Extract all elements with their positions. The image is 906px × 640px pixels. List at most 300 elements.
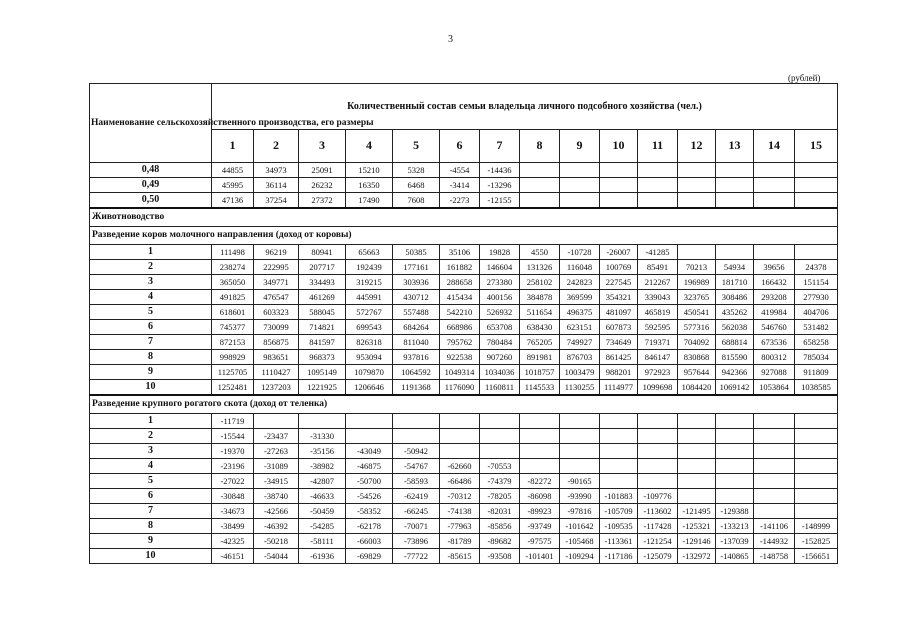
value-cell: -54767 (393, 459, 440, 474)
value-cell: 116048 (560, 260, 600, 275)
value-cell: -78205 (480, 489, 520, 504)
value-cell: 638430 (520, 320, 560, 335)
value-cell: 339043 (638, 290, 678, 305)
value-cell (638, 474, 678, 489)
value-cell: 369599 (560, 290, 600, 305)
value-cell (638, 178, 678, 193)
value-cell: 730099 (254, 320, 299, 335)
value-cell: -41285 (638, 245, 678, 260)
value-cell: 461269 (299, 290, 346, 305)
value-cell: 968373 (299, 350, 346, 365)
value-cell: 293208 (754, 290, 795, 305)
value-cell: -27263 (254, 444, 299, 459)
value-cell: -58352 (346, 504, 393, 519)
row-label: 3 (90, 444, 212, 459)
value-cell: -3414 (440, 178, 480, 193)
table-row (90, 335, 838, 350)
value-cell (560, 444, 600, 459)
value-cell: 542210 (440, 305, 480, 320)
value-cell: -101642 (560, 519, 600, 534)
value-cell: 1053864 (754, 380, 795, 396)
value-cell: 50385 (393, 245, 440, 260)
unit-note: (рублей) (788, 73, 821, 83)
value-cell: 957644 (678, 365, 716, 380)
value-cell: 861425 (600, 350, 638, 365)
value-cell: -46875 (346, 459, 393, 474)
value-cell (716, 459, 754, 474)
value-cell (754, 429, 795, 444)
value-cell: 430712 (393, 290, 440, 305)
value-cell: 131326 (520, 260, 560, 275)
value-cell: 907260 (480, 350, 520, 365)
family-size-header-cell: 8 (520, 129, 560, 162)
value-cell: 404706 (795, 305, 838, 320)
value-cell: 1049314 (440, 365, 480, 380)
value-cell: 1084420 (678, 380, 716, 396)
value-cell (795, 474, 838, 489)
value-cell: 80941 (299, 245, 346, 260)
value-cell: 618601 (212, 305, 254, 320)
value-cell (678, 163, 716, 178)
section-cattle (90, 395, 838, 414)
value-cell: -89682 (480, 534, 520, 549)
section-dairy (90, 227, 838, 245)
family-size-header-cell: 11 (638, 129, 678, 162)
value-cell: -38499 (212, 519, 254, 534)
value-cell: 1099698 (638, 380, 678, 396)
value-cell (754, 459, 795, 474)
value-cell: -70553 (480, 459, 520, 474)
value-cell (520, 193, 560, 209)
value-cell: -77963 (440, 519, 480, 534)
value-cell: 688814 (716, 335, 754, 350)
value-cell: 557488 (393, 305, 440, 320)
value-cell: 476547 (254, 290, 299, 305)
value-cell: 1110427 (254, 365, 299, 380)
value-cell (716, 474, 754, 489)
value-cell: -121254 (638, 534, 678, 549)
value-cell (600, 459, 638, 474)
value-cell: 1079870 (346, 365, 393, 380)
value-cell (600, 429, 638, 444)
value-cell: -50459 (299, 504, 346, 519)
value-cell: -93990 (560, 489, 600, 504)
value-cell (346, 414, 393, 429)
value-cell (716, 178, 754, 193)
value-cell: -93749 (520, 519, 560, 534)
table-row (90, 534, 838, 549)
row-label: 5 (90, 474, 212, 489)
value-cell (520, 178, 560, 193)
value-cell: 603323 (254, 305, 299, 320)
value-cell: 277930 (795, 290, 838, 305)
value-cell: -50942 (393, 444, 440, 459)
value-cell: 658258 (795, 335, 838, 350)
value-cell: -38982 (299, 459, 346, 474)
value-cell: 35106 (440, 245, 480, 260)
value-cell: 1018757 (520, 365, 560, 380)
table-row (90, 178, 838, 193)
value-cell: 785034 (795, 350, 838, 365)
value-cell: 7608 (393, 193, 440, 209)
table-row (90, 474, 838, 489)
value-cell: 308486 (716, 290, 754, 305)
value-cell: 161882 (440, 260, 480, 275)
table-row (90, 320, 838, 335)
value-cell: -27022 (212, 474, 254, 489)
value-cell: 26232 (299, 178, 346, 193)
value-cell: 922538 (440, 350, 480, 365)
value-cell: 45995 (212, 178, 254, 193)
value-cell: 37254 (254, 193, 299, 209)
value-cell: 872153 (212, 335, 254, 350)
table-row (90, 163, 838, 178)
value-cell: 96219 (254, 245, 299, 260)
value-cell: 365050 (212, 275, 254, 290)
family-size-header-cell: 1 (212, 129, 254, 162)
value-cell (795, 414, 838, 429)
value-cell: 592595 (638, 320, 678, 335)
value-cell: -23437 (254, 429, 299, 444)
value-cell: 39656 (754, 260, 795, 275)
value-cell: -121495 (678, 504, 716, 519)
family-size-header-cell: 5 (393, 129, 440, 162)
value-cell (520, 444, 560, 459)
value-cell: 795762 (440, 335, 480, 350)
value-cell: -89923 (520, 504, 560, 519)
value-cell: 1064592 (393, 365, 440, 380)
value-cell: -42325 (212, 534, 254, 549)
value-cell: 166432 (754, 275, 795, 290)
value-cell: -62178 (346, 519, 393, 534)
value-cell: 435262 (716, 305, 754, 320)
value-cell: -156651 (795, 549, 838, 564)
section-cattle-title: Разведение крупного рогатого скота (доход от теленка) (90, 395, 838, 414)
value-cell (638, 193, 678, 209)
value-cell: 238274 (212, 260, 254, 275)
value-cell: -109294 (560, 549, 600, 564)
value-cell (795, 444, 838, 459)
value-cell: 699543 (346, 320, 393, 335)
value-cell: -66003 (346, 534, 393, 549)
value-cell: 17490 (346, 193, 393, 209)
value-cell: -82031 (480, 504, 520, 519)
value-cell: -101883 (600, 489, 638, 504)
value-cell: -42566 (254, 504, 299, 519)
value-cell: 36114 (254, 178, 299, 193)
value-cell: -101401 (520, 549, 560, 564)
value-cell: 531482 (795, 320, 838, 335)
value-cell: 1252481 (212, 380, 254, 396)
value-cell: 826318 (346, 335, 393, 350)
value-cell: 577316 (678, 320, 716, 335)
value-cell (678, 459, 716, 474)
value-cell (560, 414, 600, 429)
family-size-header-cell: 7 (480, 129, 520, 162)
value-cell: 19828 (480, 245, 520, 260)
value-cell: 841597 (299, 335, 346, 350)
value-cell: 323765 (678, 290, 716, 305)
value-cell: -58593 (393, 474, 440, 489)
value-cell (678, 489, 716, 504)
value-cell (754, 163, 795, 178)
value-cell: -93508 (480, 549, 520, 564)
value-cell: 146604 (480, 260, 520, 275)
table-row (90, 260, 838, 275)
value-cell (795, 459, 838, 474)
table-row (90, 305, 838, 320)
value-cell: -74138 (440, 504, 480, 519)
value-cell: 876703 (560, 350, 600, 365)
value-cell: 588045 (299, 305, 346, 320)
value-cell: 6468 (393, 178, 440, 193)
value-cell: -31330 (299, 429, 346, 444)
value-cell: -42807 (299, 474, 346, 489)
value-cell (480, 429, 520, 444)
value-cell: 319215 (346, 275, 393, 290)
value-cell: -4554 (440, 163, 480, 178)
value-cell: -23196 (212, 459, 254, 474)
value-cell (716, 489, 754, 504)
value-cell: -58111 (299, 534, 346, 549)
family-size-header-cell: 4 (346, 129, 393, 162)
value-cell: 846147 (638, 350, 678, 365)
value-cell (600, 474, 638, 489)
value-cell (678, 474, 716, 489)
value-cell: 653708 (480, 320, 520, 335)
value-cell: 1130255 (560, 380, 600, 396)
value-cell (520, 459, 560, 474)
family-size-header-cell: 13 (716, 129, 754, 162)
value-cell: -54044 (254, 549, 299, 564)
row-label: 4 (90, 459, 212, 474)
value-cell: -34673 (212, 504, 254, 519)
value-cell: 354321 (600, 290, 638, 305)
row-label: 0,50 (90, 193, 212, 209)
value-cell: 546760 (754, 320, 795, 335)
value-cell: 780484 (480, 335, 520, 350)
value-cell: -12155 (480, 193, 520, 209)
value-cell: -140865 (716, 549, 754, 564)
value-cell: 303936 (393, 275, 440, 290)
value-cell: -81789 (440, 534, 480, 549)
value-cell (254, 414, 299, 429)
value-cell: -113361 (600, 534, 638, 549)
value-cell: 911809 (795, 365, 838, 380)
value-cell (638, 429, 678, 444)
row-label: 0,49 (90, 178, 212, 193)
value-cell (716, 163, 754, 178)
value-cell: 212267 (638, 275, 678, 290)
row-label: 6 (90, 320, 212, 335)
value-cell: 1069142 (716, 380, 754, 396)
value-cell: 258102 (520, 275, 560, 290)
value-cell: -85856 (480, 519, 520, 534)
value-cell: -117428 (638, 519, 678, 534)
value-cell (560, 163, 600, 178)
value-cell: 181710 (716, 275, 754, 290)
value-cell: 192439 (346, 260, 393, 275)
table-row (90, 444, 838, 459)
value-cell (795, 178, 838, 193)
table-row (90, 519, 838, 534)
value-cell: 481097 (600, 305, 638, 320)
table-row (90, 245, 838, 260)
value-cell: 1145533 (520, 380, 560, 396)
value-cell: 998929 (212, 350, 254, 365)
value-cell: -34915 (254, 474, 299, 489)
value-cell: 1160811 (480, 380, 520, 396)
value-cell (678, 193, 716, 209)
value-cell: 1191368 (393, 380, 440, 396)
value-cell: 983651 (254, 350, 299, 365)
value-cell (346, 429, 393, 444)
family-size-header-cell: 15 (795, 129, 838, 162)
row-label: 7 (90, 504, 212, 519)
table-row (90, 549, 838, 564)
value-cell: -11719 (212, 414, 254, 429)
value-cell: -61936 (299, 549, 346, 564)
name-column-header: Наименование сельскохозяйственного производства, его размеры (90, 84, 212, 163)
value-cell: 1095149 (299, 365, 346, 380)
family-size-header-cell: 3 (299, 129, 346, 162)
table-row (90, 380, 838, 396)
value-cell: 668986 (440, 320, 480, 335)
value-cell: 465819 (638, 305, 678, 320)
value-cell: 196989 (678, 275, 716, 290)
value-cell: -129146 (678, 534, 716, 549)
table-row (90, 504, 838, 519)
value-cell: -46151 (212, 549, 254, 564)
value-cell: 100769 (600, 260, 638, 275)
value-cell: -30848 (212, 489, 254, 504)
value-cell: -46392 (254, 519, 299, 534)
value-cell: 1003479 (560, 365, 600, 380)
value-cell: 85491 (638, 260, 678, 275)
family-size-header-cell: 14 (754, 129, 795, 162)
value-cell: 891981 (520, 350, 560, 365)
value-cell: 765205 (520, 335, 560, 350)
value-cell (440, 429, 480, 444)
row-label: 1 (90, 414, 212, 429)
value-cell: 1237203 (254, 380, 299, 396)
value-cell: 334493 (299, 275, 346, 290)
value-cell: -13296 (480, 178, 520, 193)
value-cell: -85615 (440, 549, 480, 564)
value-cell: 1114977 (600, 380, 638, 396)
value-cell: -38740 (254, 489, 299, 504)
value-cell (638, 414, 678, 429)
section-livestock (90, 208, 838, 227)
value-cell: -50218 (254, 534, 299, 549)
value-cell (560, 459, 600, 474)
value-cell: 400156 (480, 290, 520, 305)
value-cell: 1221925 (299, 380, 346, 396)
value-cell: -82272 (520, 474, 560, 489)
value-cell: -148999 (795, 519, 838, 534)
value-cell (600, 163, 638, 178)
value-cell: 673536 (754, 335, 795, 350)
value-cell (638, 444, 678, 459)
family-size-header-cell: 2 (254, 129, 299, 162)
value-cell: -86098 (520, 489, 560, 504)
value-cell: -132972 (678, 549, 716, 564)
value-cell: 1038585 (795, 380, 838, 396)
value-cell (520, 163, 560, 178)
value-cell: -31089 (254, 459, 299, 474)
value-cell (678, 429, 716, 444)
value-cell: -43049 (346, 444, 393, 459)
value-cell (754, 178, 795, 193)
value-cell: -77722 (393, 549, 440, 564)
row-label: 2 (90, 429, 212, 444)
value-cell (560, 429, 600, 444)
value-cell: 745377 (212, 320, 254, 335)
value-cell: 15210 (346, 163, 393, 178)
value-cell: 623151 (560, 320, 600, 335)
value-cell: 572767 (346, 305, 393, 320)
value-cell: 5328 (393, 163, 440, 178)
value-cell: 111498 (212, 245, 254, 260)
table-row (90, 429, 838, 444)
value-cell (520, 414, 560, 429)
section-livestock-title: Животноводство (90, 208, 838, 227)
value-cell (754, 444, 795, 459)
value-cell: -148758 (754, 549, 795, 564)
value-cell (393, 429, 440, 444)
value-cell: -73896 (393, 534, 440, 549)
family-size-header-cell: 6 (440, 129, 480, 162)
value-cell: -19370 (212, 444, 254, 459)
value-cell: 70213 (678, 260, 716, 275)
row-label: 0,48 (90, 163, 212, 178)
value-cell: -2273 (440, 193, 480, 209)
value-cell: 704092 (678, 335, 716, 350)
value-cell: 4550 (520, 245, 560, 260)
value-cell (754, 474, 795, 489)
value-cell: -113602 (638, 504, 678, 519)
value-cell: 273380 (480, 275, 520, 290)
row-label: 3 (90, 275, 212, 290)
value-cell (795, 429, 838, 444)
family-size-header-cell: 9 (560, 129, 600, 162)
value-cell: 207717 (299, 260, 346, 275)
value-cell (795, 489, 838, 504)
value-cell (795, 163, 838, 178)
value-cell (480, 414, 520, 429)
table-row (90, 365, 838, 380)
value-cell: 811040 (393, 335, 440, 350)
value-cell (754, 245, 795, 260)
value-cell: 815590 (716, 350, 754, 365)
value-cell: 800312 (754, 350, 795, 365)
row-label: 10 (90, 380, 212, 396)
value-cell: -152825 (795, 534, 838, 549)
table-row (90, 414, 838, 429)
family-size-header: Количественный состав семьи владельца личного подсобного хозяйства (чел.) (212, 84, 838, 130)
value-cell (440, 414, 480, 429)
value-cell (678, 414, 716, 429)
income-table (89, 83, 838, 564)
row-label: 6 (90, 489, 212, 504)
value-cell: 496375 (560, 305, 600, 320)
value-cell: 384878 (520, 290, 560, 305)
row-label: 4 (90, 290, 212, 305)
row-label: 9 (90, 534, 212, 549)
value-cell (678, 444, 716, 459)
value-cell: -97816 (560, 504, 600, 519)
value-cell: 526932 (480, 305, 520, 320)
